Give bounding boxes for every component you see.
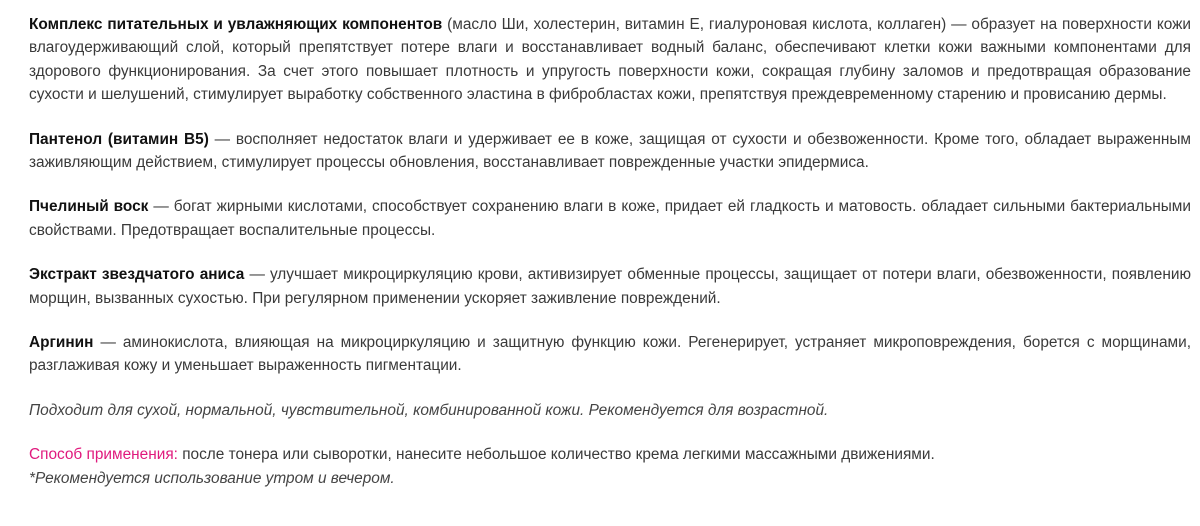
ingredient-name: Пантенол (витамин В5) bbox=[29, 130, 209, 148]
usage-recommendation-note: *Рекомендуется использование утром и вечером. bbox=[29, 469, 395, 487]
usage-label: Способ применения: bbox=[29, 446, 178, 464]
ingredient-name: Комплекс питательных и увлажняющих компонентов bbox=[29, 16, 443, 33]
usage-instructions bbox=[29, 443, 1191, 466]
ingredient-paragraph-arginine bbox=[29, 331, 1191, 378]
ingredient-name: Экстракт звездчатого аниса bbox=[29, 266, 245, 284]
ingredient-description: (масло Ши, холестерин, витамин Е, гиалуроновая кислота, коллаген) — образует на поверхности кожи влагоудерживающий слой, который препятствует потере влаги и восстанавливает водный баланс, обеспечивают клетки кожи важными компонентами для здорового функционирования. За счет этого повышает плотность и упругость поверхности кожи, сокращая глубину заломов и предотвращая образование сухости и шелушений, стимулирует выработку собственного эластина в фибробластах кожи, препятствуя преждевременному старению и провисанию дермы. bbox=[29, 16, 1192, 104]
ingredient-name: Пчелиный воск bbox=[29, 198, 149, 216]
ingredient-description: — улучшает микроциркуляцию крови, активизирует обменные процессы, защищает от потери влаги, обезвоженности, появлению морщин, вызванных сухостью. При регулярном применении ускоряет заживление повреждений. bbox=[29, 266, 1191, 307]
product-description bbox=[29, 13, 1191, 490]
ingredient-paragraph-anise bbox=[29, 263, 1191, 310]
usage-text: после тонера или сыворотки, нанесите небольшое количество крема легкими массажными движениями. bbox=[177, 446, 935, 464]
ingredient-paragraph-panthenol bbox=[29, 128, 1191, 175]
skin-type-note: Подходит для сухой, нормальной, чувствительной, комбинированной кожи. Рекомендуется для возрастной. bbox=[29, 401, 829, 419]
ingredient-paragraph-complex bbox=[29, 13, 1191, 107]
ingredient-name: Аргинин bbox=[29, 334, 94, 352]
ingredient-paragraph-beeswax bbox=[29, 195, 1191, 242]
ingredient-description: — аминокислота, влияющая на микроциркуляцию и защитную функцию кожи. Регенерирует, устраняет микроповреждения, борется с морщинами, разглаживая кожу и уменьшает выраженность пигментации. bbox=[29, 334, 1191, 375]
ingredient-description: — богат жирными кислотами, способствует сохранению влаги в коже, придает ей гладкость и матовость. обладает сильными бактериальными свойствами. Предотвращает воспалительные процессы. bbox=[29, 198, 1191, 239]
ingredient-description: — восполняет недостаток влаги и удерживает ее в коже, защищая от сухости и обезвоженности. Кроме того, обладает выраженным заживляющим действием, стимулирует процессы обновления, восстанавливает поврежденные участки эпидермиса. bbox=[29, 130, 1192, 172]
